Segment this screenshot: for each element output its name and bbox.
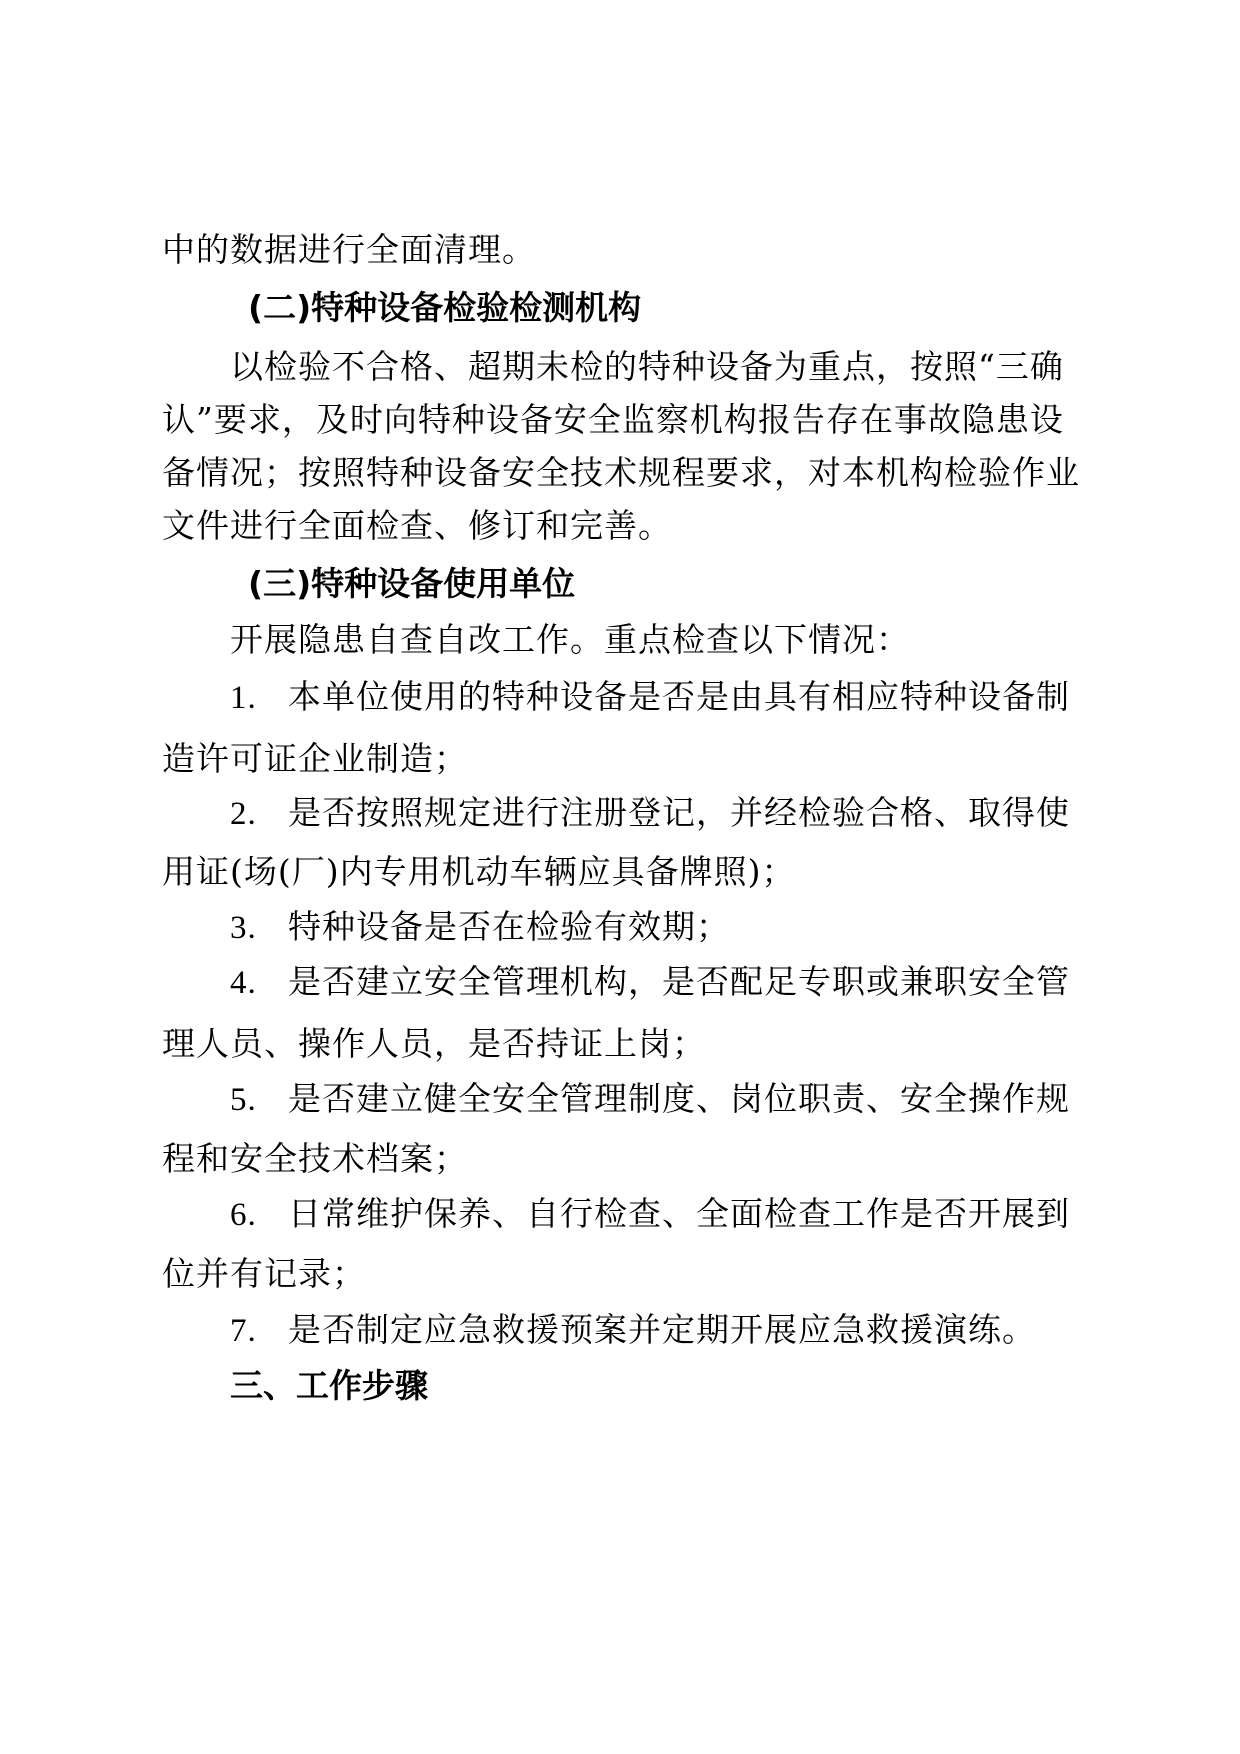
- list-item-1: [230, 675, 1150, 720]
- list-number: 7.: [230, 1313, 257, 1349]
- section-heading-2: (二)特种设备检验检测机构: [248, 288, 642, 327]
- paragraph-line: 理人员、操作人员，是否持证上岗；: [162, 1024, 706, 1063]
- list-item-5: [230, 1077, 1150, 1122]
- list-number: 3.: [230, 910, 257, 946]
- paragraph-line: 文件进行全面检查、修订和完善。: [162, 506, 672, 545]
- list-item-6: [230, 1192, 1150, 1237]
- list-number: 5.: [230, 1082, 257, 1118]
- section-heading-3: (三)特种设备使用单位: [248, 564, 576, 603]
- paragraph-line: 以检验不合格、超期未检的特种设备为重点，按照“三确: [230, 347, 1064, 386]
- list-text: 是否建立健全安全管理制度、岗位职责、安全操作规: [288, 1079, 1070, 1118]
- paragraph-line: 备情况；按照特种设备安全技术规程要求，对本机构检验作业: [162, 453, 1080, 492]
- section-heading-main: 三、工作步骤: [230, 1366, 428, 1405]
- list-text: 日常维护保养、自行检查、全面检查工作是否开展到: [288, 1194, 1070, 1233]
- paragraph-line: 造许可证企业制造；: [162, 739, 468, 778]
- paragraph-line: 程和安全技术档案；: [162, 1139, 468, 1178]
- paragraph-line: 开展隐患自查自改工作。重点检查以下情况：: [230, 620, 910, 659]
- list-number: 6.: [230, 1197, 257, 1233]
- list-text: 是否建立安全管理机构，是否配足专职或兼职安全管: [288, 962, 1070, 1001]
- list-item-7: [230, 1308, 1150, 1353]
- list-text: 特种设备是否在检验有效期；: [288, 907, 730, 946]
- list-text: 是否制定应急救援预案并定期开展应急救援演练。: [288, 1310, 1036, 1349]
- list-text: 是否按照规定进行注册登记，并经检验合格、取得使: [288, 793, 1070, 832]
- paragraph-line: 认”要求，及时向特种设备安全监察机构报告存在事故隐患设: [162, 400, 1064, 439]
- list-item-2: [230, 791, 1150, 836]
- list-number: 1.: [230, 680, 257, 716]
- paragraph-line: 位并有记录；: [162, 1254, 366, 1293]
- list-number: 4.: [230, 965, 257, 1001]
- list-text: 本单位使用的特种设备是否是由具有相应特种设备制: [288, 677, 1070, 716]
- list-number: 2.: [230, 796, 257, 832]
- list-item-3: [230, 905, 1150, 950]
- paragraph-line: 用证(场(厂)内专用机动车辆应具备牌照)；: [162, 852, 796, 891]
- paragraph-line: 中的数据进行全面清理。: [162, 230, 536, 269]
- list-item-4: [230, 960, 1150, 1005]
